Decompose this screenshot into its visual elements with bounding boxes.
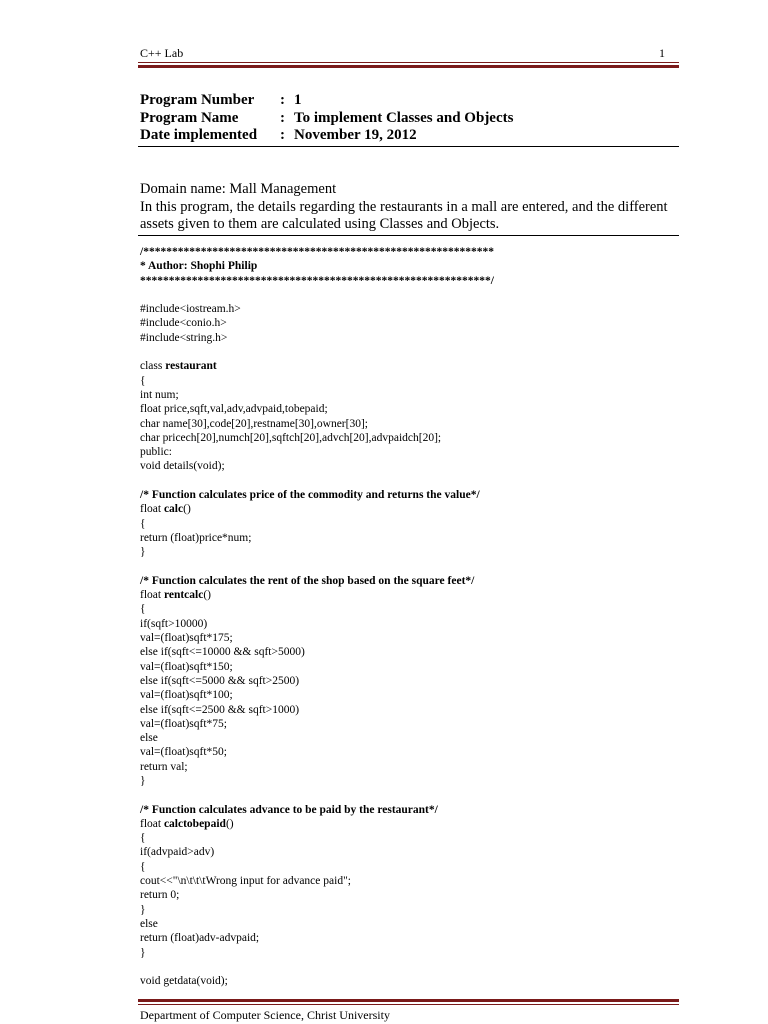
code-comment: /* Function calculates the rent of the shop based on the square feet*/ [140,574,475,587]
code-line [140,502,680,516]
parens: () [225,817,234,830]
code-line: * Author: Shophi Philip [140,260,258,273]
page-number: 1 [659,46,665,60]
code-line: return val; [140,760,188,773]
info-row [140,92,513,110]
code-line: *************************************************************/ [140,274,494,287]
code-line: { [140,517,146,530]
code-line: val=(float)sqft*75; [140,717,227,730]
blank-line [140,560,680,574]
domain-name: Domain name: Mall Management [140,181,337,197]
code-line: cout<<"\n\t\t\tWrong input for advance paid"; [140,875,351,888]
info-colon: : [280,127,285,143]
code-line: { [140,374,146,387]
code-line: #include<conio.h> [140,317,227,330]
code-line: public: [140,446,172,459]
code-listing [140,245,680,988]
code-line: { [140,603,146,616]
code-line: } [140,903,146,916]
keyword: float [140,589,164,602]
footer-rule-thin [138,1004,679,1005]
code-line: return (float)adv-advpaid; [140,932,260,945]
code-line: else [140,917,158,930]
code-line: } [140,546,146,559]
info-label: Program Name [140,109,239,126]
running-footer: Department of Computer Science, Christ University [140,1008,390,1022]
blank-line [140,960,680,974]
code-line: return (float)price*num; [140,531,252,544]
code-line: /************************************************************* [140,246,494,258]
keyword: class [140,360,166,373]
code-line [140,817,680,831]
info-row [140,110,513,128]
blank-line [140,288,680,302]
info-divider [138,146,679,147]
code-line: else if(sqft<=5000 && sqft>2500) [140,674,300,687]
code-line: float price,sqft,val,adv,advpaid,tobepaid; [140,403,328,416]
code-line: val=(float)sqft*175; [140,632,233,645]
function-name: calctobepaid [163,817,226,830]
info-value: To implement Classes and Objects [294,109,514,126]
running-header: C++ Lab [140,46,184,60]
code-line: } [140,774,146,787]
function-name: rentcalc [163,589,204,602]
code-line: { [140,860,146,873]
info-row [140,127,513,145]
code-line: val=(float)sqft*100; [140,689,233,702]
info-label: Program Number [140,92,255,108]
code-comment: /* Function calculates advance to be paid by the restaurant*/ [140,803,438,816]
parens: () [203,589,212,602]
code-line: } [140,946,146,959]
code-line: char name[30],code[20],restname[30],owner[30]; [140,417,368,430]
code-line: else if(sqft<=2500 && sqft>1000) [140,703,300,716]
code-line: void details(void); [140,460,225,473]
class-name: restaurant [165,360,217,373]
code-line: return 0; [140,889,180,902]
code-line: #include<iostream.h> [140,303,241,316]
code-line: else if(sqft<=10000 && sqft>5000) [140,646,305,659]
function-name: calc [163,503,184,516]
domain-divider [138,235,679,236]
code-line: if(sqft>10000) [140,617,208,630]
parens: () [183,503,191,516]
code-line: if(advpaid>adv) [140,846,215,859]
code-line: val=(float)sqft*50; [140,746,227,759]
code-line: char pricech[20],numch[20],sqftch[20],advch[20],advpaidch[20]; [140,431,442,444]
keyword: float [140,817,164,830]
info-colon: : [280,109,285,126]
code-line [140,359,680,373]
blank-line [140,345,680,359]
blank-line [140,474,680,488]
info-value: 1 [294,92,302,108]
code-line: val=(float)sqft*150; [140,660,233,673]
code-line: #include<string.h> [140,331,228,344]
code-comment: /* Function calculates price of the commodity and returns the value*/ [140,489,480,502]
blank-line [140,788,680,802]
program-info [140,92,513,145]
code-line: { [140,832,146,845]
domain-section [140,181,680,234]
info-colon: : [280,92,285,108]
info-value: November 19, 2012 [294,127,417,143]
code-line: else [140,732,158,745]
domain-description: In this program, the details regarding the restaurants in a mall are entered, and the different assets given to them are calculated using Classes and Objects. [140,198,668,232]
code-line: void getdata(void); [140,975,228,988]
info-label: Date implemented [140,127,258,143]
footer-rule-thick [138,999,679,1002]
header-rule-thin [138,62,679,63]
code-line [140,588,680,602]
code-line: int num; [140,388,179,401]
header-rule-thick [138,65,679,68]
keyword: float [140,503,164,516]
